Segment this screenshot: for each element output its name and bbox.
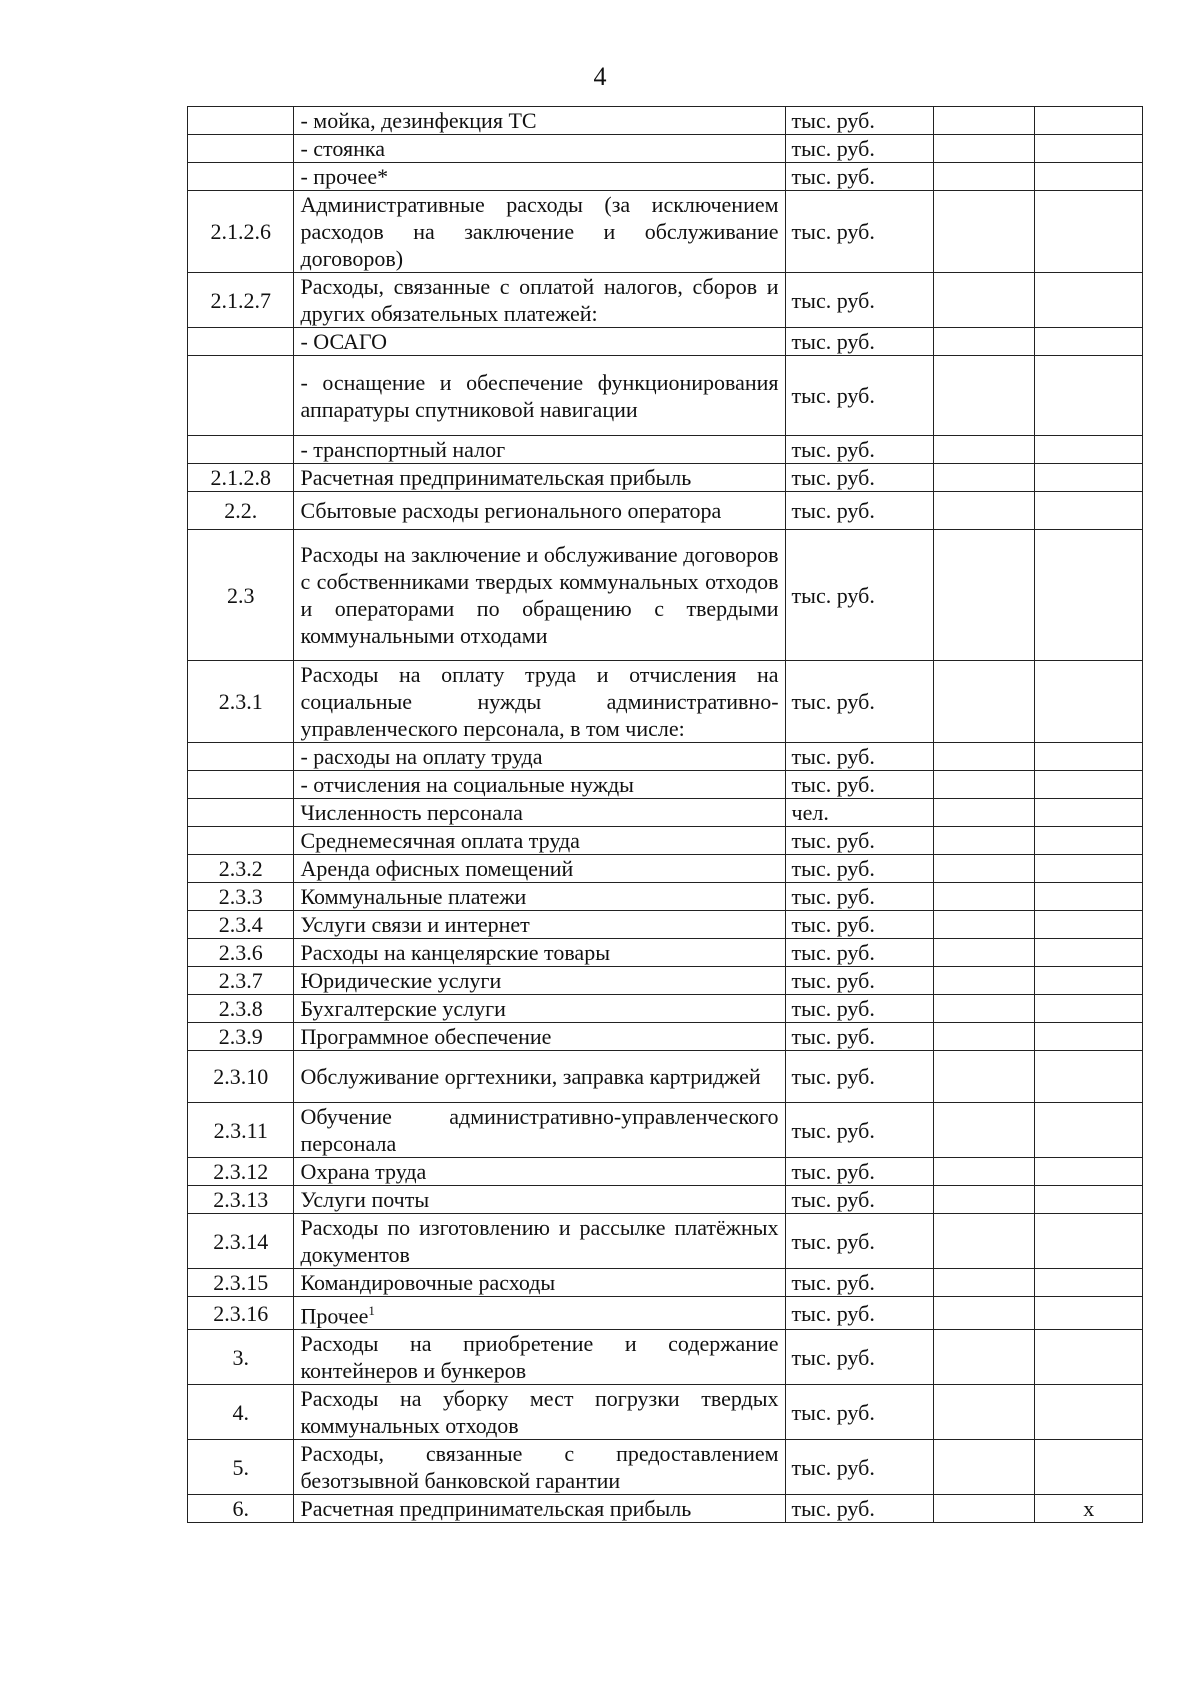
row-value-column-5 (1035, 1269, 1143, 1297)
table-row (188, 492, 1143, 530)
row-description-text: - стоянка (300, 136, 385, 161)
row-value-column-5 (1035, 163, 1143, 191)
row-number: 2.2. (188, 492, 294, 530)
row-description-text: Юридические услуги (300, 968, 502, 993)
row-unit: тыс. руб. (785, 273, 934, 328)
row-value-column-5 (1035, 799, 1143, 827)
row-number (188, 743, 294, 771)
row-unit: тыс. руб. (785, 995, 934, 1023)
row-description-text: Расходы на заключение и обслуживание договоров с собственниками твердых коммунальных отходов и операторами по обращению с твердыми коммунальными отходами (300, 542, 779, 648)
row-value-column-4 (934, 135, 1035, 163)
row-description-text: Услуги связи и интернет (300, 912, 530, 937)
row-value-column-5 (1035, 1103, 1143, 1158)
row-value-column-4 (934, 743, 1035, 771)
row-value-column-5 (1035, 1051, 1143, 1103)
row-value-column-4 (934, 1269, 1035, 1297)
row-description (294, 967, 785, 995)
row-value-column-4 (934, 1385, 1035, 1440)
row-unit: тыс. руб. (785, 356, 934, 436)
row-description (294, 827, 785, 855)
row-value-column-4 (934, 1023, 1035, 1051)
row-value-column-4 (934, 911, 1035, 939)
row-value-column-5 (1035, 328, 1143, 356)
row-description-text: Услуги почты (300, 1187, 430, 1212)
row-number: 2.3.3 (188, 883, 294, 911)
row-value-column-4 (934, 967, 1035, 995)
row-description-text: Расходы, связанные с предоставлением безотзывной банковской гарантии (300, 1441, 779, 1494)
row-value-column-4 (934, 163, 1035, 191)
row-value-column-4 (934, 1103, 1035, 1158)
table-row (188, 107, 1143, 135)
row-description (294, 356, 785, 436)
row-description-text: Расходы на оплату труда и отчисления на социальные нужды административно-управленческого персонала, в том числе: (300, 662, 779, 741)
table-row (188, 135, 1143, 163)
row-description (294, 1214, 785, 1269)
row-description-text: Программное обеспечение (300, 1024, 552, 1049)
row-value-column-4 (934, 273, 1035, 328)
table-row (188, 191, 1143, 273)
row-description (294, 1269, 785, 1297)
row-description-text: Расчетная предпринимательская прибыль (300, 1496, 692, 1522)
row-number: 2.3.2 (188, 855, 294, 883)
row-value-column-4 (934, 799, 1035, 827)
row-description-text: Командировочные расходы (300, 1270, 556, 1295)
table-row (188, 1023, 1143, 1051)
row-description-text: Прочее (300, 1303, 369, 1329)
row-description (294, 1330, 785, 1385)
table-row (188, 939, 1143, 967)
row-description-text: Расходы на уборку мест погрузки твердых коммунальных отходов (300, 1386, 779, 1439)
row-unit: тыс. руб. (785, 1269, 934, 1297)
table-row (188, 328, 1143, 356)
row-description (294, 135, 785, 163)
table-row (188, 967, 1143, 995)
row-value-column-4 (934, 995, 1035, 1023)
row-description-text: - ОСАГО (300, 329, 387, 354)
row-number (188, 328, 294, 356)
row-number (188, 771, 294, 799)
row-description-text: Сбытовые расходы регионального оператора (300, 498, 722, 523)
row-description-text: Расходы на канцелярские товары (300, 940, 610, 965)
row-number: 2.3.14 (188, 1214, 294, 1269)
row-unit: тыс. руб. (785, 492, 934, 530)
row-number: 2.1.2.7 (188, 273, 294, 328)
row-description-text: Среднемесячная оплата труда (300, 828, 580, 853)
row-value-column-5 (1035, 911, 1143, 939)
row-value-column-5 (1035, 1440, 1143, 1495)
table-row (188, 1440, 1143, 1495)
row-value-column-5 (1035, 492, 1143, 530)
row-description-text: - транспортный налог (300, 437, 506, 462)
row-description-text: Расходы по изготовлению и рассылке платёжных документов (300, 1215, 779, 1267)
table-row (188, 464, 1143, 492)
row-number: 2.1.2.8 (188, 464, 294, 492)
row-description-text: Административные расходы (за исключением расходов на заключение и обслуживание договоров) (300, 192, 779, 271)
row-number: 6. (188, 1495, 294, 1523)
table-row (188, 530, 1143, 661)
row-unit: тыс. руб. (785, 967, 934, 995)
row-value-column-5 (1035, 135, 1143, 163)
row-value-column-5 (1035, 967, 1143, 995)
row-value-column-5 (1035, 107, 1143, 135)
row-number (188, 135, 294, 163)
row-number (188, 799, 294, 827)
row-number: 2.3.4 (188, 911, 294, 939)
row-number: 2.3.11 (188, 1103, 294, 1158)
row-description-text: Обучение административно-управленческого персонала (300, 1104, 779, 1156)
row-number: 5. (188, 1440, 294, 1495)
table-row (188, 1385, 1143, 1440)
row-description-text: Аренда офисных помещений (300, 856, 574, 881)
row-unit: тыс. руб. (785, 1440, 934, 1495)
row-unit: тыс. руб. (785, 1330, 934, 1385)
row-description-text: - мойка, дезинфекция ТС (300, 108, 537, 133)
table-row (188, 1158, 1143, 1186)
row-description (294, 328, 785, 356)
table-row (188, 1269, 1143, 1297)
row-description (294, 163, 785, 191)
table-row (188, 661, 1143, 743)
row-value-column-5 (1035, 743, 1143, 771)
row-description (294, 1051, 785, 1103)
row-number: 2.3.10 (188, 1051, 294, 1103)
table-row (188, 771, 1143, 799)
footnote-marker: 1 (368, 1303, 375, 1318)
row-unit: тыс. руб. (785, 328, 934, 356)
row-unit: тыс. руб. (785, 464, 934, 492)
row-unit: тыс. руб. (785, 1297, 934, 1330)
row-description (294, 1023, 785, 1051)
table-row (188, 1186, 1143, 1214)
row-value-column-4 (934, 1440, 1035, 1495)
row-value-column-4 (934, 1214, 1035, 1269)
row-description-text: - прочее* (300, 164, 389, 189)
row-value-column-4 (934, 1297, 1035, 1330)
row-value-column-4 (934, 771, 1035, 799)
row-value-column-5 (1035, 530, 1143, 661)
row-unit: тыс. руб. (785, 939, 934, 967)
row-number (188, 827, 294, 855)
row-number: 2.3.15 (188, 1269, 294, 1297)
row-description (294, 883, 785, 911)
row-unit: тыс. руб. (785, 827, 934, 855)
row-unit: тыс. руб. (785, 1214, 934, 1269)
row-value-column-5 (1035, 1297, 1143, 1330)
row-value-column-5 (1035, 436, 1143, 464)
row-description (294, 743, 785, 771)
row-value-column-5 (1035, 855, 1143, 883)
row-description-text: Расходы, связанные с оплатой налогов, сборов и других обязательных платежей: (300, 274, 779, 326)
table-row (188, 1297, 1143, 1330)
row-description (294, 436, 785, 464)
row-value-column-4 (934, 492, 1035, 530)
row-description-text: Расчетная предпринимательская прибыль (300, 465, 692, 490)
row-description (294, 191, 785, 273)
table-row (188, 799, 1143, 827)
row-value-column-5 (1035, 1023, 1143, 1051)
row-unit: тыс. руб. (785, 191, 934, 273)
row-unit: чел. (785, 799, 934, 827)
table-row (188, 1495, 1143, 1523)
row-value-column-4 (934, 1186, 1035, 1214)
table-row (188, 436, 1143, 464)
row-value-column-4 (934, 191, 1035, 273)
row-unit: тыс. руб. (785, 1023, 934, 1051)
row-description-text: Бухгалтерские услуги (300, 996, 506, 1021)
row-value-column-5 (1035, 883, 1143, 911)
row-value-column-4 (934, 883, 1035, 911)
table-row (188, 911, 1143, 939)
row-description (294, 1158, 785, 1186)
row-description (294, 1186, 785, 1214)
table-row (188, 743, 1143, 771)
row-description (294, 911, 785, 939)
row-unit: тыс. руб. (785, 107, 934, 135)
row-description-text: - расходы на оплату труда (300, 744, 543, 769)
table-row (188, 1214, 1143, 1269)
table-row (188, 1330, 1143, 1385)
row-unit: тыс. руб. (785, 883, 934, 911)
row-number: 2.3.16 (188, 1297, 294, 1330)
row-value-column-4 (934, 328, 1035, 356)
row-value-column-4 (934, 939, 1035, 967)
row-unit: тыс. руб. (785, 911, 934, 939)
row-description-text: - оснащение и обеспечение функционирования аппаратуры спутниковой навигации (300, 369, 779, 422)
row-value-column-4 (934, 1051, 1035, 1103)
row-description (294, 771, 785, 799)
row-unit: тыс. руб. (785, 1158, 934, 1186)
row-description (294, 464, 785, 492)
row-description-text: Расходы на приобретение и содержание контейнеров и бункеров (300, 1331, 779, 1384)
row-description-text: Обслуживание оргтехники, заправка картриджей (300, 1064, 761, 1089)
table-row (188, 1103, 1143, 1158)
row-unit: тыс. руб. (785, 743, 934, 771)
row-description (294, 1385, 785, 1440)
row-description (294, 799, 785, 827)
row-number (188, 163, 294, 191)
row-number (188, 356, 294, 436)
row-number: 2.3.7 (188, 967, 294, 995)
row-description (294, 1495, 785, 1523)
row-value-column-4 (934, 530, 1035, 661)
row-number: 2.3.6 (188, 939, 294, 967)
row-number: 2.3.1 (188, 661, 294, 743)
row-number: 2.1.2.6 (188, 191, 294, 273)
row-value-column-5 (1035, 1158, 1143, 1186)
row-description (294, 1103, 785, 1158)
row-unit: тыс. руб. (785, 163, 934, 191)
row-description (294, 530, 785, 661)
row-value-column-4 (934, 827, 1035, 855)
row-description (294, 661, 785, 743)
row-value-column-5 (1035, 1330, 1143, 1385)
row-description (294, 939, 785, 967)
page-number: 4 (593, 62, 607, 91)
row-value-column-4 (934, 1158, 1035, 1186)
row-value-column-5 (1035, 661, 1143, 743)
row-unit: тыс. руб. (785, 1103, 934, 1158)
row-number: 2.3.13 (188, 1186, 294, 1214)
cost-table-body (188, 107, 1143, 1523)
row-description (294, 107, 785, 135)
table-row (188, 883, 1143, 911)
row-unit: тыс. руб. (785, 855, 934, 883)
row-value-column-5 (1035, 995, 1143, 1023)
row-unit: тыс. руб. (785, 1385, 934, 1440)
cost-table (187, 106, 1143, 1523)
table-row (188, 827, 1143, 855)
row-value-column-5 (1035, 356, 1143, 436)
row-unit: тыс. руб. (785, 135, 934, 163)
row-value-column-5 (1035, 273, 1143, 328)
row-value-column-4 (934, 464, 1035, 492)
row-description (294, 492, 785, 530)
table-row (188, 995, 1143, 1023)
row-value-column-4 (934, 107, 1035, 135)
row-value-column-5 (1035, 939, 1143, 967)
row-description-text: Охрана труда (300, 1159, 427, 1184)
table-row (188, 1051, 1143, 1103)
row-number (188, 436, 294, 464)
row-value-column-4 (934, 661, 1035, 743)
row-value-column-5: x (1035, 1495, 1143, 1523)
row-unit: тыс. руб. (785, 661, 934, 743)
row-unit: тыс. руб. (785, 530, 934, 661)
row-description (294, 1297, 785, 1330)
row-value-column-4 (934, 1495, 1035, 1523)
row-value-column-4 (934, 356, 1035, 436)
row-unit: тыс. руб. (785, 1495, 934, 1523)
table-row (188, 356, 1143, 436)
row-value-column-5 (1035, 1214, 1143, 1269)
table-row (188, 163, 1143, 191)
table-row (188, 273, 1143, 328)
row-value-column-4 (934, 855, 1035, 883)
row-value-column-4 (934, 1330, 1035, 1385)
row-number: 2.3.12 (188, 1158, 294, 1186)
row-value-column-5 (1035, 191, 1143, 273)
row-number: 2.3 (188, 530, 294, 661)
row-number: 3. (188, 1330, 294, 1385)
table-row (188, 855, 1143, 883)
row-unit: тыс. руб. (785, 1051, 934, 1103)
row-description (294, 855, 785, 883)
row-unit: тыс. руб. (785, 1186, 934, 1214)
row-number: 2.3.9 (188, 1023, 294, 1051)
row-description-text: Численность персонала (300, 800, 523, 825)
row-number: 2.3.8 (188, 995, 294, 1023)
row-description (294, 1440, 785, 1495)
row-value-column-5 (1035, 1186, 1143, 1214)
row-unit: тыс. руб. (785, 436, 934, 464)
row-value-column-5 (1035, 827, 1143, 855)
row-value-column-5 (1035, 464, 1143, 492)
row-value-column-5 (1035, 771, 1143, 799)
row-unit: тыс. руб. (785, 771, 934, 799)
row-description (294, 995, 785, 1023)
row-description (294, 273, 785, 328)
row-description-text: Коммунальные платежи (300, 884, 527, 909)
row-value-column-5 (1035, 1385, 1143, 1440)
row-description-text: - отчисления на социальные нужды (300, 772, 634, 797)
row-value-column-4 (934, 436, 1035, 464)
row-number (188, 107, 294, 135)
row-number: 4. (188, 1385, 294, 1440)
